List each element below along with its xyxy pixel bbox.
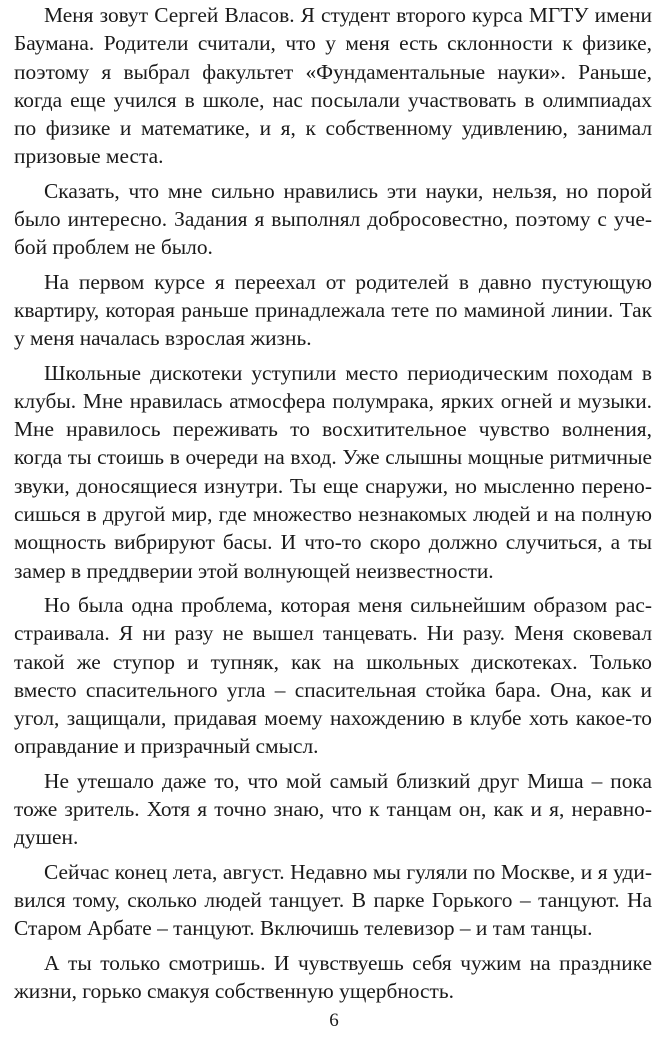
paragraph-4: Школьные дискотеки уступили место периодическим походам в клубы. Мне нравилась атмосфера полумрака, ярких огней и музыки. Мне нравилось переживать то восхитительное чувство волнения, когда ты стоишь в очереди на вход. Уже слышны мощные ритмичные звуки, доносящиеся изнутри. Ты еще снаружи, но мысленно переносишься в другой мир, где множество незнакомых людей и на полную мощность вибрируют басы. И что-то скоро должно случиться, а ты замер в преддверии этой волнующей неизвестности. bbox=[14, 360, 652, 583]
paragraph-7: Сейчас конец лета, август. Недавно мы гуляли по Москве, и я удивился тому, сколько людей танцует. В парке Горького – танцуют. На Старом Арбате – танцуют. Включишь телевизор – и там танцы. bbox=[14, 859, 652, 941]
paragraph-3: На первом курсе я переехал от родителей в давно пустующую квартиру, которая раньше принадлежала тете по маминой линии. Так у меня началась взрослая жизнь. bbox=[14, 269, 652, 351]
paragraph-1: Меня зовут Сергей Власов. Я студент второго курса МГТУ имени Баумана. Родители считали, что у меня есть склонности к физике, поэтому я выбрал факультет «Фундаментальные науки». Раньше, когда еще учился в школе, нас посылали участвовать в олимпиадах по физике и математике, и я, к собственному удивлению, занимал призовые места. bbox=[14, 3, 652, 169]
page-number: 6 bbox=[329, 1010, 339, 1031]
body-text bbox=[14, 1, 652, 1011]
paragraph-8: А ты только смотришь. И чувствуешь себя чужим на празднике жизни, горько смакуя собственную ущербность. bbox=[14, 950, 652, 1003]
paragraph-6: Не утешало даже то, что мой самый близкий друг Миша – пока тоже зритель. Хотя я точно знаю, что к танцам он, как и я, неравнодушен. bbox=[14, 768, 652, 850]
paragraph-2: Сказать, что мне сильно нравились эти науки, нельзя, но порой было интересно. Задания я выполнял добросовестно, поэтому с учебой проблем не было. bbox=[14, 178, 652, 260]
paragraph-5: Но была одна проблема, которая меня сильнейшим образом расстраивала. Я ни разу не вышел танцевать. Ни разу. Меня сковевал такой же ступор и тупняк, как на школьных дискотеках. Только вместо спасительного угла – спасительная стойка бара. Она, как и угол, защищали, придавая моему нахождению в клубе хоть какое-то оправдание и призрачный смысл. bbox=[14, 592, 652, 759]
